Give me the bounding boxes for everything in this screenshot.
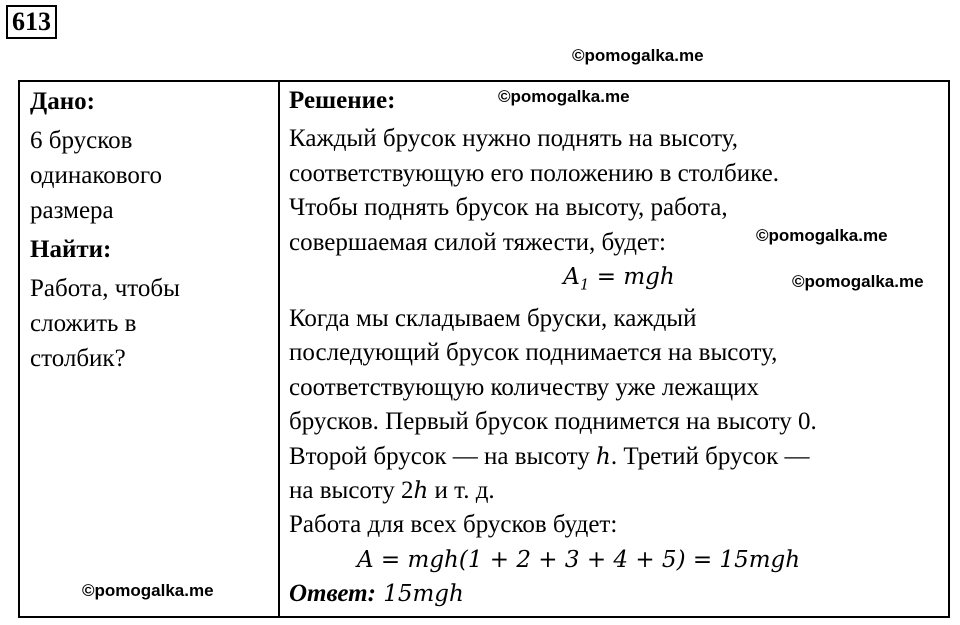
math-variable: h xyxy=(595,443,611,470)
text-fragment: Второй брусок — на высоту xyxy=(289,442,596,470)
column-divider xyxy=(278,82,280,616)
text-fragment: . Третий брусок — xyxy=(610,442,810,470)
answer-label: Ответ: xyxy=(289,580,376,608)
solution-line: Каждый брусок нужно поднять на высоту, xyxy=(289,125,738,153)
given-line: 6 брусков xyxy=(30,127,133,154)
formula-total-work: A = mgh(1 + 2 + 3 + 4 + 5) = 15mgh xyxy=(357,546,801,573)
solution-line-second-block xyxy=(289,440,949,474)
solution-table xyxy=(18,80,950,618)
work-line: Работа для всех брусков будет: xyxy=(289,511,618,539)
solution-line: Чтобы поднять брусок на высоту, работа, xyxy=(289,194,728,222)
text-fragment: и т. д. xyxy=(428,477,495,505)
watermark-1: ©pomogalka.me xyxy=(572,46,704,65)
find-heading: Найти: xyxy=(30,236,112,263)
solution-heading: Решение: xyxy=(289,87,396,114)
solution-line: последующий брусок поднимается на высоту, xyxy=(289,339,778,367)
watermark-5: ©pomogalka.me xyxy=(82,581,214,600)
answer-line xyxy=(289,577,949,611)
formula-subscript: 1 xyxy=(579,275,590,294)
watermark-3: ©pomogalka.me xyxy=(756,226,888,245)
solution-column xyxy=(289,84,949,612)
solution-line: брусков. Первый брусок поднимется на высоту 0. xyxy=(289,408,817,436)
watermark-2: ©pomogalka.me xyxy=(498,87,630,106)
find-line: сложить в xyxy=(30,310,137,337)
given-line: размера xyxy=(30,197,114,224)
formula-lhs: A xyxy=(563,264,580,291)
formula-rhs: = mgh xyxy=(589,264,675,291)
math-variable: h xyxy=(413,478,429,505)
formula-work-one-block xyxy=(289,260,949,302)
given-line: одинакового xyxy=(30,162,162,189)
find-line: Работа, чтобы xyxy=(30,275,180,302)
solution-line: совершаемая силой тяжести, будет: xyxy=(289,228,666,256)
solution-line: соответствующую количеству уже лежащих xyxy=(289,373,759,401)
given-heading: Дано: xyxy=(30,88,95,115)
answer-value: 15mgh xyxy=(375,581,464,608)
watermark-4: ©pomogalka.me xyxy=(792,272,924,291)
given-column xyxy=(30,84,270,376)
solution-line: соответствующую его положению в столбике. xyxy=(289,159,779,187)
solution-line: Когда мы складываем бруски, каждый xyxy=(289,305,697,333)
find-line: столбик? xyxy=(30,345,126,372)
text-fragment: на высоту 2 xyxy=(289,477,414,505)
solution-line-third-block xyxy=(289,474,949,508)
problem-number: 613 xyxy=(6,5,57,39)
